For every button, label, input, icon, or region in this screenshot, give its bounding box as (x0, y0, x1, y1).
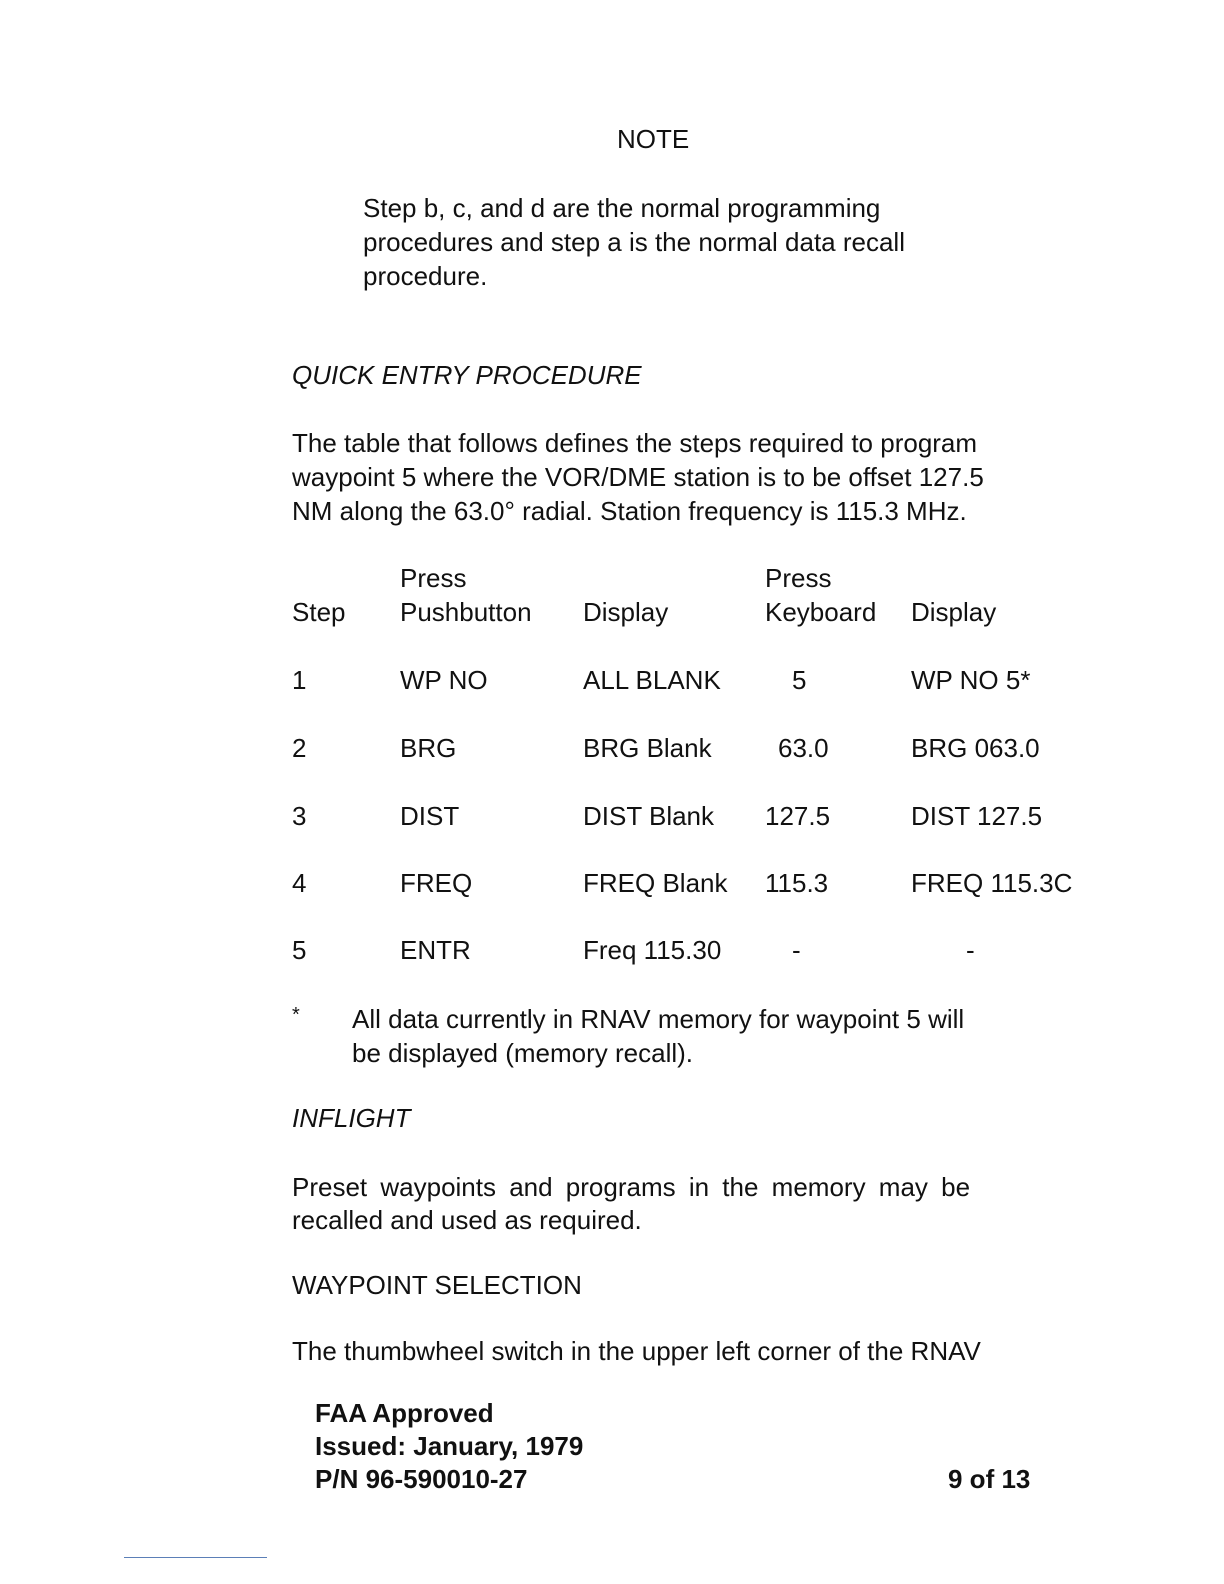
table-cell-pushbutton: DIST (400, 801, 460, 831)
table-cell-step: 5 (292, 935, 307, 965)
footer-approved: FAA Approved (315, 1398, 494, 1428)
note-line: procedure. (363, 261, 488, 291)
header-step: Step (292, 597, 346, 627)
header-press-keyboard-top: Press (765, 563, 832, 593)
table-cell-keyboard: 115.3 (765, 868, 829, 898)
inflight-title: INFLIGHT (292, 1103, 411, 1133)
table-cell-step: 3 (292, 801, 307, 831)
table-cell-result: - (966, 935, 975, 965)
table-cell-pushbutton: FREQ (400, 868, 473, 898)
table-cell-result: BRG 063.0 (911, 733, 1040, 763)
table-cell-display: ALL BLANK (583, 665, 721, 695)
waypoint-selection-title: WAYPOINT SELECTION (292, 1270, 582, 1300)
table-cell-keyboard: 5 (792, 665, 807, 695)
table-cell-keyboard: - (792, 935, 801, 965)
footer-part-number: P/N 96-590010-27 (315, 1464, 528, 1494)
header-result-display: Display (911, 597, 997, 627)
waypoint-selection-line: The thumbwheel switch in the upper left corner of the RNAV (292, 1336, 981, 1366)
header-display: Display (583, 597, 669, 627)
inflight-line: recalled and used as required. (292, 1205, 642, 1235)
header-pushbutton: Pushbutton (400, 597, 532, 627)
table-cell-step: 2 (292, 733, 307, 763)
table-cell-pushbutton: WP NO (400, 665, 488, 695)
note-title: NOTE (617, 124, 690, 154)
table-cell-display: FREQ Blank (583, 868, 728, 898)
footer-page-number: 9 of 13 (948, 1464, 1031, 1494)
footnote-line: be displayed (memory recall). (352, 1038, 694, 1068)
table-cell-display: Freq 115.30 (583, 935, 722, 965)
table-cell-result: DIST 127.5 (911, 801, 1043, 831)
footnote-line: All data currently in RNAV memory for waypoint 5 will (352, 1004, 965, 1034)
footer-issued: Issued: January, 1979 (315, 1431, 584, 1461)
header-press-pushbutton-top: Press (400, 563, 467, 593)
table-cell-keyboard: 127.5 (765, 801, 831, 831)
table-cell-result: WP NO 5* (911, 665, 1031, 695)
quick-entry-intro-line: NM along the 63.0° radial. Station frequency is 115.3 MHz. (292, 496, 967, 526)
table-cell-step: 1 (292, 665, 307, 695)
quick-entry-intro-line: waypoint 5 where the VOR/DME station is to be offset 127.5 (292, 462, 984, 492)
inflight-line: Preset waypoints and programs in the memory may be (292, 1172, 971, 1202)
note-line: procedures and step a is the normal data recall (363, 227, 905, 257)
table-cell-display: DIST Blank (583, 801, 715, 831)
note-line: Step b, c, and d are the normal programming (363, 193, 881, 223)
table-cell-keyboard: 63.0 (778, 733, 829, 763)
quick-entry-title: QUICK ENTRY PROCEDURE (292, 360, 642, 390)
header-keyboard: Keyboard (765, 597, 877, 627)
table-cell-result: FREQ 115.3C (911, 868, 1073, 898)
table-cell-pushbutton: BRG (400, 733, 457, 763)
quick-entry-intro-line: The table that follows defines the steps required to program (292, 428, 978, 458)
footnote-mark: * (292, 1004, 300, 1026)
table-cell-pushbutton: ENTR (400, 935, 471, 965)
table-cell-display: BRG Blank (583, 733, 712, 763)
table-cell-step: 4 (292, 868, 307, 898)
page-edge-divider (124, 1557, 267, 1558)
